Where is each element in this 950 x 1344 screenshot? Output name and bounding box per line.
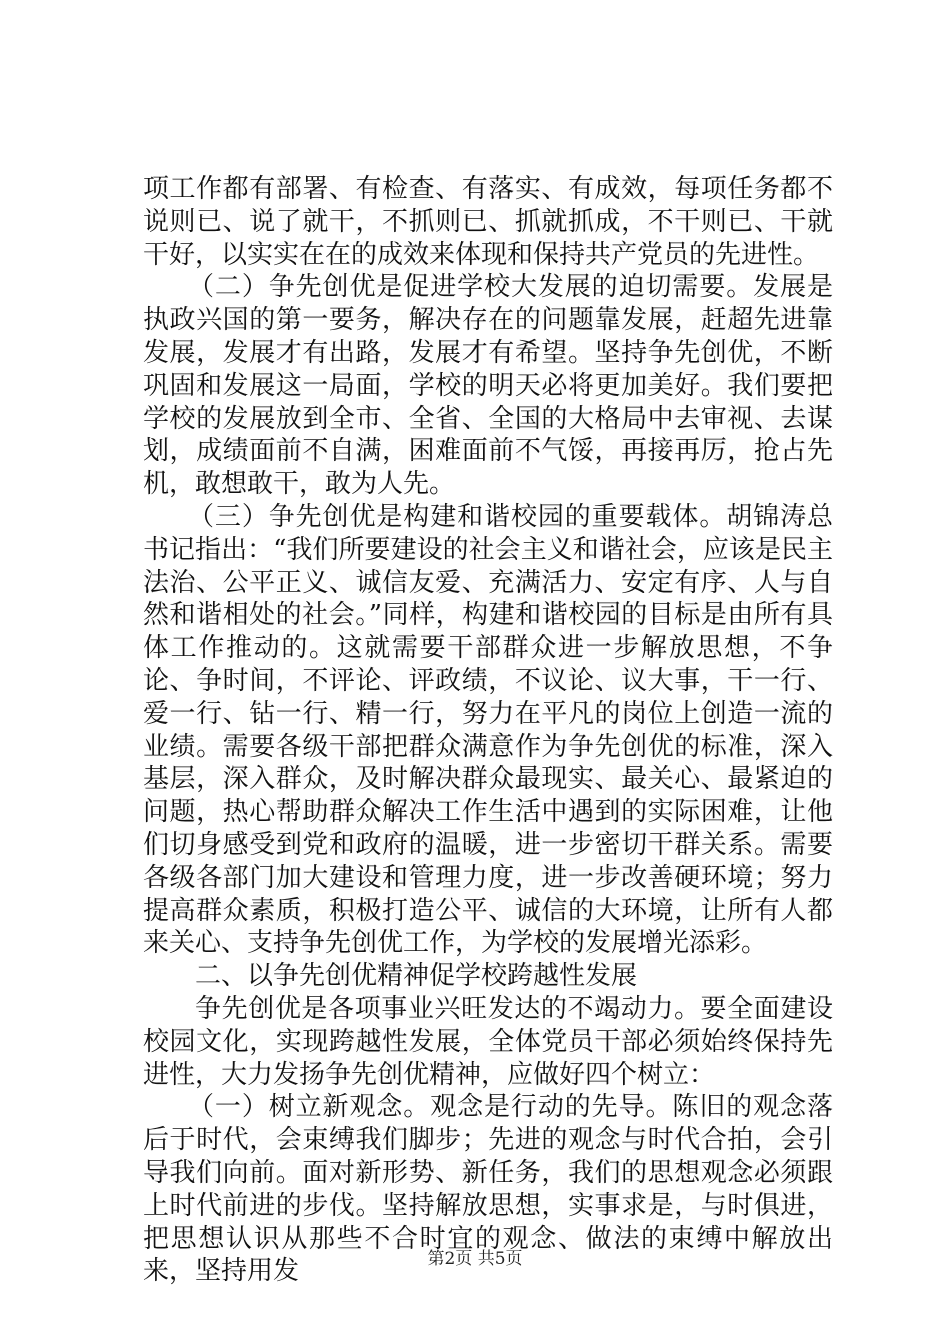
- document-body: [143, 173, 833, 1288]
- paragraph-section-one: （一）树立新观念。观念是行动的先导。陈旧的观念落后于时代，会束缚我们脚步；先进的观念与时代合拍，会引导我们向前。面对新形势、新任务，我们的思想观念必须跟上时代前进的步伐。坚持解放思想，实事求是，与时俱进，把思想认识从那些不合时宜的观念、做法的束缚中解放出来，坚持用发: [143, 1092, 833, 1287]
- section-heading: 二、以争先创优精神促学校跨越性发展: [195, 961, 638, 992]
- paragraph-section-three: （三）争先创优是构建和谐校园的重要载体。胡锦涛总书记指出：“我们所要建设的社会主义和谐社会，应该是民主法治、公平正义、诚信友爱、充满活力、安定有序、人与自然和谐相处的社会。”同样，构建和谐校园的目标是由所有具体工作推动的。这就需要干部群众进一步解放思想，不争论、争时间，不评论、评政绩，不议论、议大事，干一行、爱一行、钻一行、精一行，努力在平凡的岗位上创造一流的业绩。需要各级干部把群众满意作为争先创优的标准，深入基层，深入群众，及时解决群众最现实、最关心、最紧迫的问题，热心帮助群众解决工作生活中遇到的实际困难，让他们切身感受到党和政府的温暖，进一步密切干群关系。需要各级各部门加大建设和管理力度，进一步改善硬环境；努力提高群众素质，积极打造公平、诚信的大环境，让所有人都来关心、支持争先创优工作，为学校的发展增光添彩。: [143, 501, 833, 959]
- paragraph-section-two: （二）争先创优是促进学校大发展的迫切需要。发展是执政兴国的第一要务，解决存在的问题靠发展，赶超先进靠发展，发展才有出路，发展才有希望。坚持争先创优，不断巩固和发展这一局面，学校的明天必将更加美好。我们要把学校的发展放到全市、全省、全国的大格局中去审视、去谋划，成绩面前不自满，困难面前不气馁，再接再厉，抢占先机，敢想敢干，敢为人先。: [143, 272, 833, 500]
- paragraph-continuation: 项工作都有部署、有检查、有落实、有成效，每项任务都不说则已、说了就干，不抓则已、抓就抓成，不干则已、干就干好，以实实在在的成效来体现和保持共产党员的先进性。: [143, 174, 833, 270]
- page-number: 第2页 共5页: [427, 1249, 523, 1269]
- paragraph-intro: 争先创优是各项事业兴旺发达的不竭动力。要全面建设校园文化，实现跨越性发展，全体党员干部必须始终保持先进性，大力发扬争先创优精神，应做好四个树立：: [143, 993, 833, 1090]
